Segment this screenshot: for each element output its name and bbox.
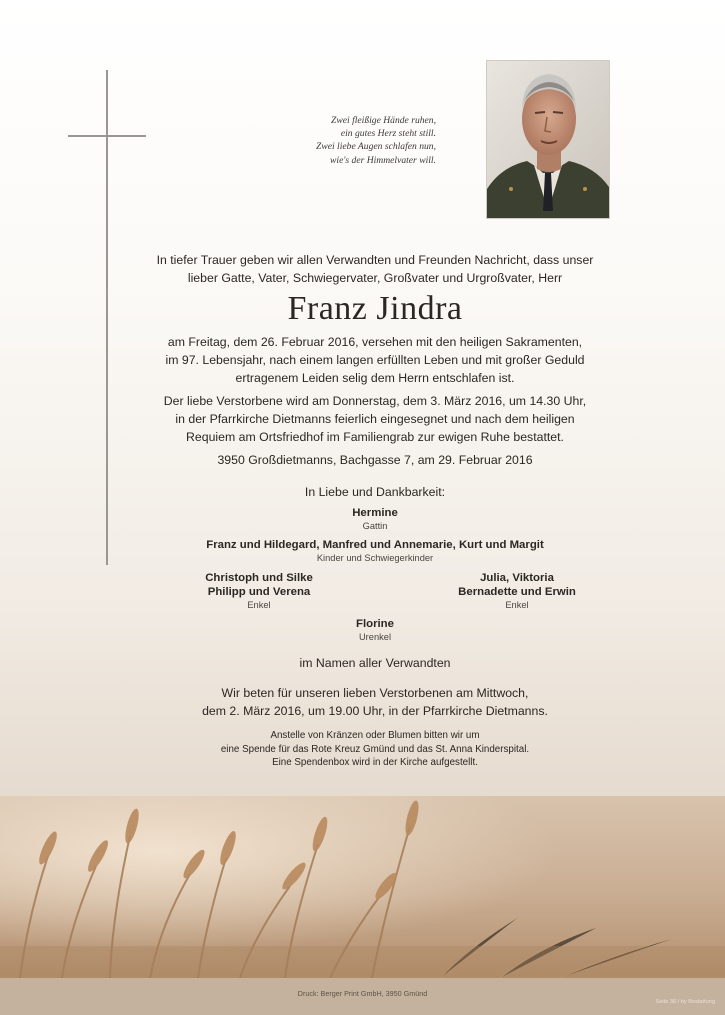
intro-line: lieber Gatte, Vater, Schwiegervater, Großvater und Urgroßvater, Herr <box>187 271 563 285</box>
death-notice-line: am Freitag, dem 26. Februar 2016, versehen mit den heiligen Sakramenten, <box>167 335 583 349</box>
portrait-image <box>487 61 609 218</box>
intro-text <box>140 251 610 287</box>
death-notice-line: im 97. Lebensjahr, nach einem langen erfüllten Leben und mit großer Geduld <box>165 353 585 367</box>
mourner-name: Philipp und Verena <box>207 586 311 598</box>
mourner-relation: Enkel <box>247 600 271 610</box>
death-notice-line: ertragenem Leiden selig dem Herrn entschlafen ist. <box>235 371 515 385</box>
mourner-relation: Urenkel <box>358 632 392 642</box>
memorial-poem <box>240 114 436 167</box>
donation-line: Eine Spendenbox wird in der Kirche aufgestellt. <box>272 757 478 768</box>
funeral-line: in der Pfarrkirche Dietmanns feierlich eingesegnet und nach dem heiligen <box>175 412 575 426</box>
intro-line: In tiefer Trauer geben wir allen Verwandten und Freunden Nachricht, dass unser <box>156 253 594 267</box>
mourner-name: Franz und Hildegard, Manfred und Annemarie, Kurt und Margit <box>206 539 544 551</box>
prayer-line: Wir beten für unseren lieben Verstorbenen am Mittwoch, <box>221 686 529 700</box>
poem-line: Zwei fleißige Hände ruhen, <box>331 115 436 126</box>
mourner-name: Florine <box>356 618 394 630</box>
funeral-line: Requiem am Ortsfriedhof im Familiengrab zur ewigen Ruhe bestattet. <box>186 430 564 444</box>
mourner-name: Julia, Viktoria <box>480 572 554 584</box>
death-notice <box>140 333 610 387</box>
mourner-grandchildren-left <box>170 571 348 611</box>
wheat-field-image <box>0 796 725 978</box>
donation-line: Anstelle von Kränzen oder Blumen bitten wir um <box>270 730 480 741</box>
prayer-line: dem 2. März 2016, um 19.00 Uhr, in der Pfarrkirche Dietmanns. <box>202 704 548 718</box>
mourner-grandchildren-right <box>426 571 608 611</box>
donation-line: eine Spende für das Rote Kreuz Gmünd und das St. Anna Kinderspital. <box>220 743 530 755</box>
poem-line: Zwei liebe Augen schlafen nun, <box>316 141 436 153</box>
funeral-details <box>140 392 610 446</box>
prayer-notice <box>140 684 610 720</box>
poem-line: wie's der Himmelvater will. <box>330 154 436 166</box>
printer-credit: Druck: Berger Print GmbH, 3950 Gmünd <box>297 989 428 998</box>
mourner-great-grandchild <box>140 617 610 643</box>
portrait-photo <box>486 60 610 219</box>
poem-line: ein gutes Herz steht still. <box>340 128 436 140</box>
cross-horizontal-beam <box>68 135 146 137</box>
mourners-closing: im Namen aller Verwandten <box>299 656 451 670</box>
mourner-name: Hermine <box>352 507 398 519</box>
deceased-name: Franz Jindra <box>287 290 463 327</box>
wheat-field-illustration <box>0 796 725 978</box>
address-date: 3950 Großdietmanns, Bachgasse 7, am 29. Februar 2016 <box>217 453 533 467</box>
mourner-name: Bernadette und Erwin <box>458 586 576 598</box>
mourner-wife <box>140 506 610 532</box>
funeral-line: Der liebe Verstorbene wird am Donnerstag, dem 3. März 2016, um 14.30 Uhr, <box>163 394 587 408</box>
cross-vertical-beam <box>106 70 108 565</box>
mourner-children <box>140 538 610 564</box>
mourner-relation: Gattin <box>362 521 388 531</box>
donation-notice <box>140 729 610 770</box>
mourners-intro: In Liebe und Dankbarkeit: <box>304 485 446 499</box>
mourner-relation: Enkel <box>505 600 529 610</box>
mourner-relation: Kinder und Schwiegerkinder <box>316 553 434 563</box>
mourner-name: Christoph und Silke <box>205 572 313 584</box>
watermark: Seite 36 / by Bestattung <box>655 999 715 1005</box>
